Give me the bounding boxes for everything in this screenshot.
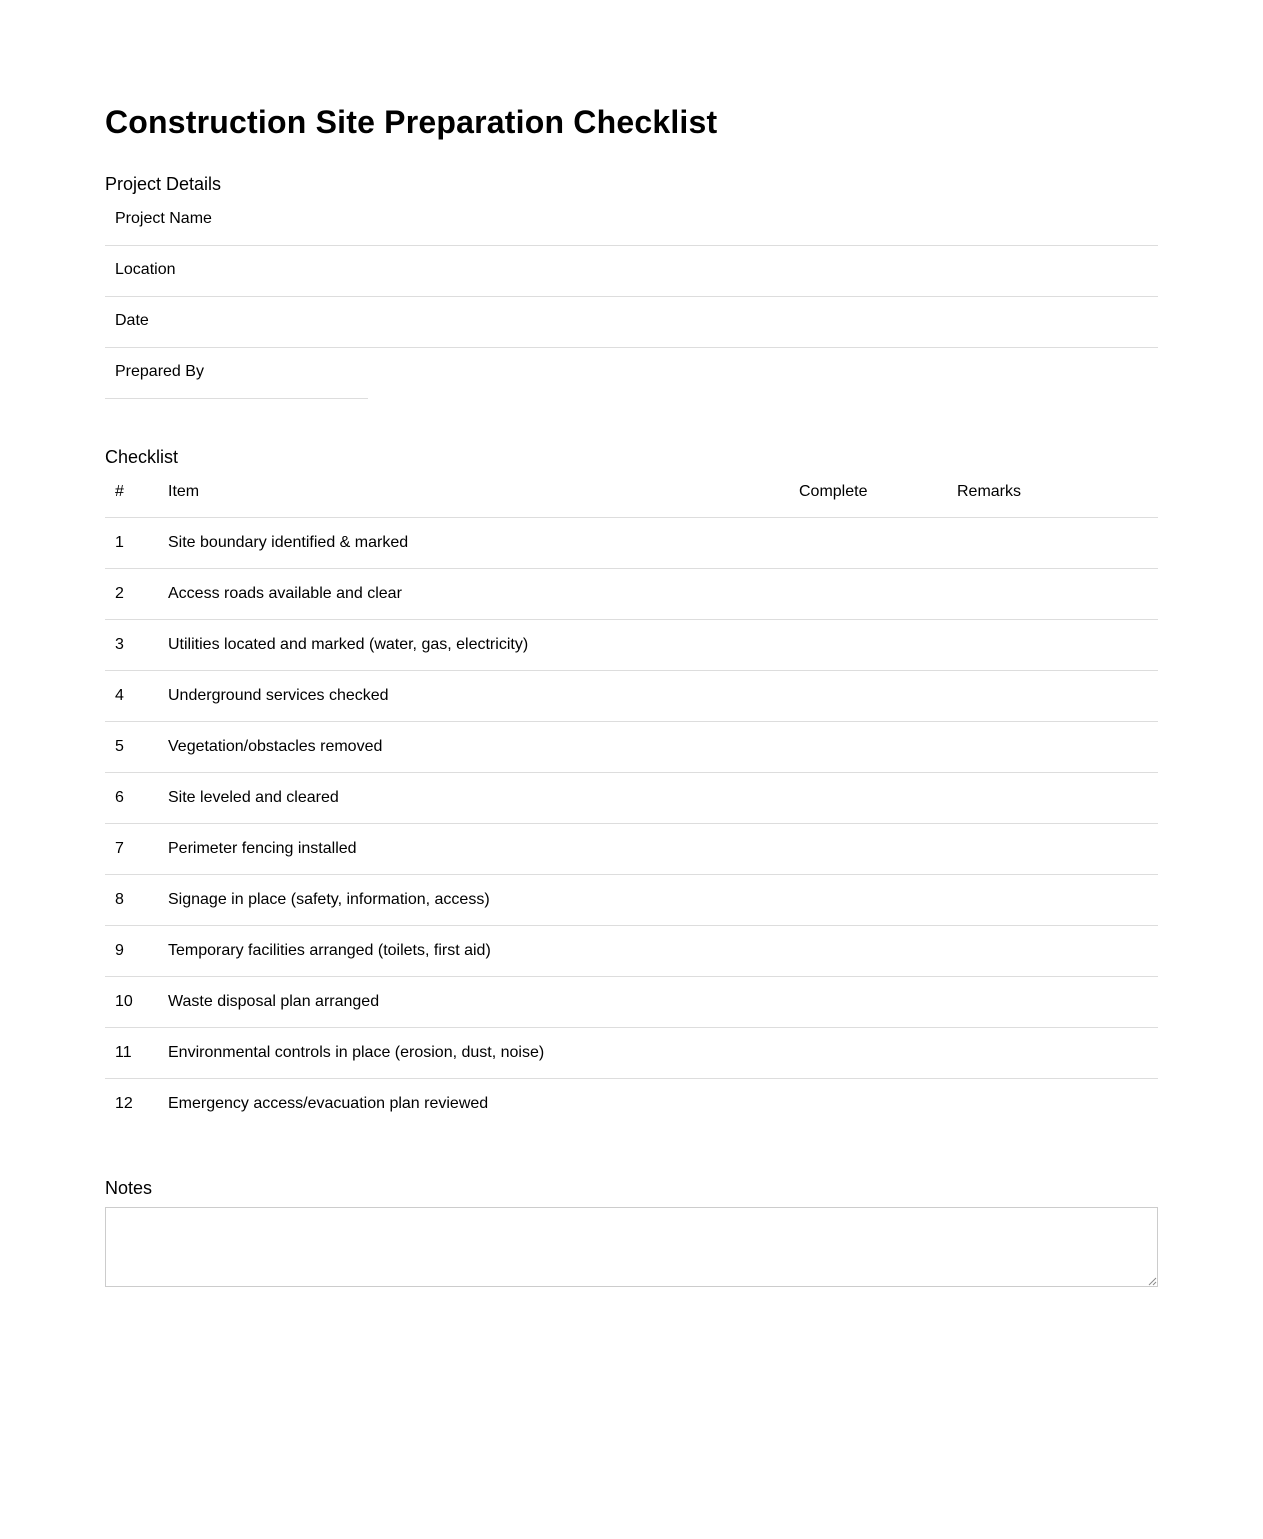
row-number: 3 [115, 636, 124, 653]
row-number: 8 [115, 891, 124, 908]
row-item: Utilities located and marked (water, gas, electricity) [168, 636, 529, 653]
column-header-remarks: Remarks [957, 483, 1022, 500]
row-item: Temporary facilities arranged (toilets, first aid) [168, 942, 491, 959]
row-number: 5 [115, 738, 124, 755]
checklist-header-row [105, 467, 1158, 518]
location-row [105, 246, 1158, 297]
row-item: Site leveled and cleared [168, 789, 339, 806]
column-header-item: Item [168, 483, 200, 500]
complete-cell[interactable] [799, 632, 919, 658]
row-item: Site boundary identified & marked [168, 534, 409, 551]
complete-cell[interactable] [799, 734, 919, 760]
remarks-cell[interactable] [957, 785, 1147, 811]
project-details-table [105, 195, 1158, 399]
location-input[interactable] [368, 246, 1158, 296]
column-header-number: # [115, 483, 124, 500]
row-item: Signage in place (safety, information, access) [168, 891, 490, 908]
table-row [105, 773, 1158, 824]
complete-cell[interactable] [799, 836, 919, 862]
row-number: 2 [115, 585, 124, 602]
row-number: 6 [115, 789, 124, 806]
remarks-cell[interactable] [957, 683, 1147, 709]
project-name-label: Project Name [115, 210, 212, 227]
complete-cell[interactable] [799, 785, 919, 811]
resize-grip-icon[interactable] [1147, 1276, 1157, 1286]
complete-cell[interactable] [799, 938, 919, 964]
row-number: 9 [115, 942, 124, 959]
row-item: Waste disposal plan arranged [168, 993, 380, 1010]
remarks-cell[interactable] [957, 989, 1147, 1015]
table-row [105, 569, 1158, 620]
checklist-heading: Checklist [105, 447, 179, 467]
table-row [105, 926, 1158, 977]
row-number: 12 [115, 1095, 133, 1112]
table-row [105, 620, 1158, 671]
table-row [105, 518, 1158, 569]
row-number: 4 [115, 687, 124, 704]
project-details-heading: Project Details [105, 174, 222, 194]
date-input[interactable] [368, 297, 1158, 347]
row-item: Emergency access/evacuation plan reviewed [168, 1095, 489, 1112]
table-row [105, 722, 1158, 773]
remarks-cell[interactable] [957, 1091, 1147, 1117]
page-title: Construction Site Preparation Checklist [105, 104, 718, 140]
remarks-cell[interactable] [957, 938, 1147, 964]
remarks-cell[interactable] [957, 581, 1147, 607]
complete-cell[interactable] [799, 1040, 919, 1066]
table-row [105, 824, 1158, 875]
remarks-cell[interactable] [957, 887, 1147, 913]
remarks-cell[interactable] [957, 836, 1147, 862]
remarks-cell[interactable] [957, 734, 1147, 760]
checklist-table [105, 467, 1158, 1129]
row-item: Environmental controls in place (erosion, dust, noise) [168, 1044, 545, 1061]
remarks-cell[interactable] [957, 1040, 1147, 1066]
column-header-complete: Complete [799, 483, 868, 500]
row-number: 1 [115, 534, 124, 551]
row-item: Underground services checked [168, 687, 389, 704]
complete-cell[interactable] [799, 989, 919, 1015]
notes-heading: Notes [105, 1178, 153, 1198]
table-row [105, 977, 1158, 1028]
row-number: 11 [115, 1044, 132, 1061]
location-label: Location [115, 261, 176, 278]
remarks-cell[interactable] [957, 530, 1147, 556]
date-label: Date [115, 312, 149, 329]
date-row [105, 297, 1158, 348]
complete-cell[interactable] [799, 581, 919, 607]
complete-cell[interactable] [799, 683, 919, 709]
table-row [105, 671, 1158, 722]
row-number: 10 [115, 993, 133, 1010]
prepared-by-label: Prepared By [115, 363, 204, 380]
complete-cell[interactable] [799, 530, 919, 556]
row-number: 7 [115, 840, 124, 857]
row-item: Access roads available and clear [168, 585, 402, 602]
table-row [105, 1079, 1158, 1129]
complete-cell[interactable] [799, 1091, 919, 1117]
table-row [105, 875, 1158, 926]
project-name-row [105, 195, 1158, 246]
complete-cell[interactable] [799, 887, 919, 913]
row-item: Perimeter fencing installed [168, 840, 357, 857]
notes-textarea[interactable] [105, 1207, 1158, 1287]
project-name-input[interactable] [368, 195, 1158, 245]
table-row [105, 1028, 1158, 1079]
row-item: Vegetation/obstacles removed [168, 738, 383, 755]
remarks-cell[interactable] [957, 632, 1147, 658]
prepared-by-row [105, 348, 368, 399]
